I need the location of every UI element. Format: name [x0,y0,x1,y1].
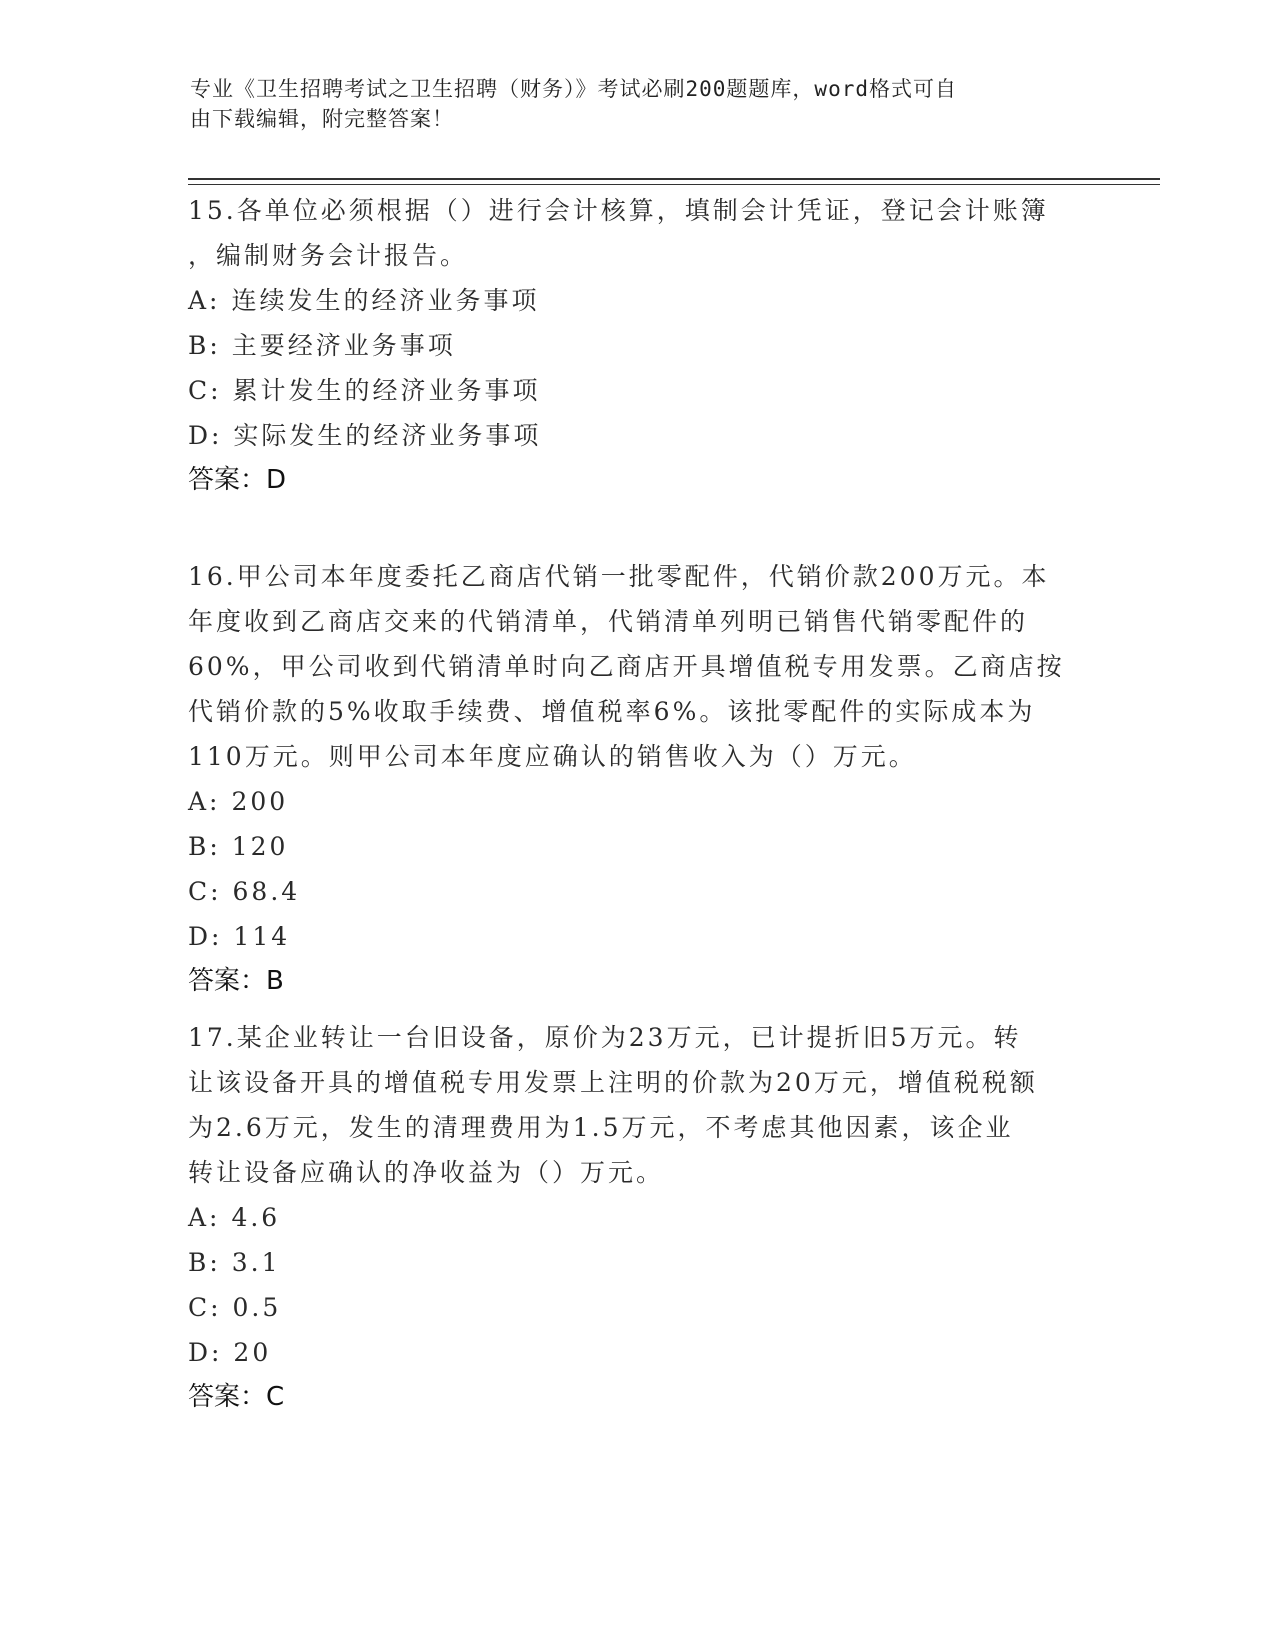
option-b [188,323,1088,368]
question-stem-line: 代销价款的5%收取手续费、增值税率6%。该批零配件的实际成本为 [188,697,1036,726]
document-header [190,74,1070,134]
question-17 [188,1015,1088,1420]
option-letter: D: [188,922,223,951]
question-stem-line: ，编制财务会计报告。 [188,241,469,270]
question-stem-line: 16.甲公司本年度委托乙商店代销一批零配件，代销价款200万元。本 [188,562,1050,591]
option-text: 0.5 [232,1293,282,1322]
option-a [188,779,1088,824]
option-text: 3.1 [231,1248,281,1277]
option-letter: B: [188,832,221,861]
option-b [188,824,1088,869]
option-text: 68.4 [232,877,301,906]
header-divider-thick [188,178,1160,180]
option-text: 连续发生的经济业务事项 [231,286,540,315]
option-c [188,368,1088,413]
question-stem-line: 让该设备开具的增值税专用发票上注明的价款为20万元，增值税税额 [188,1068,1038,1097]
option-text: 120 [231,832,289,861]
question-15 [188,188,1088,503]
question-stem-line: 年度收到乙商店交来的代销清单，代销清单列明已销售代销零配件的 [188,607,1029,636]
option-d [188,914,1088,959]
option-letter: A: [188,1203,221,1232]
header-divider-thin [188,184,1160,185]
option-text: 200 [231,787,289,816]
option-b [188,1240,1088,1285]
answer-line: 答案：C [188,1382,285,1412]
question-16 [188,554,1088,1004]
option-c [188,869,1088,914]
option-c [188,1285,1088,1330]
answer-line: 答案：B [188,966,284,996]
option-text: 主要经济业务事项 [231,331,456,360]
option-d [188,413,1088,458]
option-a [188,278,1088,323]
option-letter: C: [188,1293,222,1322]
option-letter: C: [188,877,222,906]
option-text: 114 [233,922,291,951]
question-stem-line: 为2.6万元，发生的清理费用为1.5万元，不考虑其他因素，该企业 [188,1113,1014,1142]
option-letter: A: [188,787,221,816]
question-stem-line: 60%，甲公司收到代销清单时向乙商店开具增值税专用发票。乙商店按 [188,652,1065,681]
option-d [188,1330,1088,1375]
option-a [188,1195,1088,1240]
option-letter: D: [188,421,223,450]
header-line-2: 由下载编辑，附完整答案！ [190,107,454,131]
option-letter: D: [188,1338,223,1367]
answer-line: 答案：D [188,465,287,495]
option-letter: A: [188,286,221,315]
question-stem-line: 110万元。则甲公司本年度应确认的销售收入为（）万元。 [188,742,917,771]
header-line-1: 专业《卫生招聘考试之卫生招聘（财务）》考试必刷200题题库，word格式可自 [190,77,957,101]
option-letter: C: [188,376,222,405]
option-text: 实际发生的经济业务事项 [233,421,542,450]
question-stem-line: 转让设备应确认的净收益为（）万元。 [188,1158,665,1187]
option-text: 20 [233,1338,272,1367]
option-text: 累计发生的经济业务事项 [232,376,541,405]
question-stem-line: 15.各单位必须根据（）进行会计核算，填制会计凭证，登记会计账簿 [188,196,1049,225]
option-letter: B: [188,331,221,360]
question-stem-line: 17.某企业转让一台旧设备，原价为23万元，已计提折旧5万元。转 [188,1023,1022,1052]
option-text: 4.6 [231,1203,281,1232]
option-letter: B: [188,1248,221,1277]
